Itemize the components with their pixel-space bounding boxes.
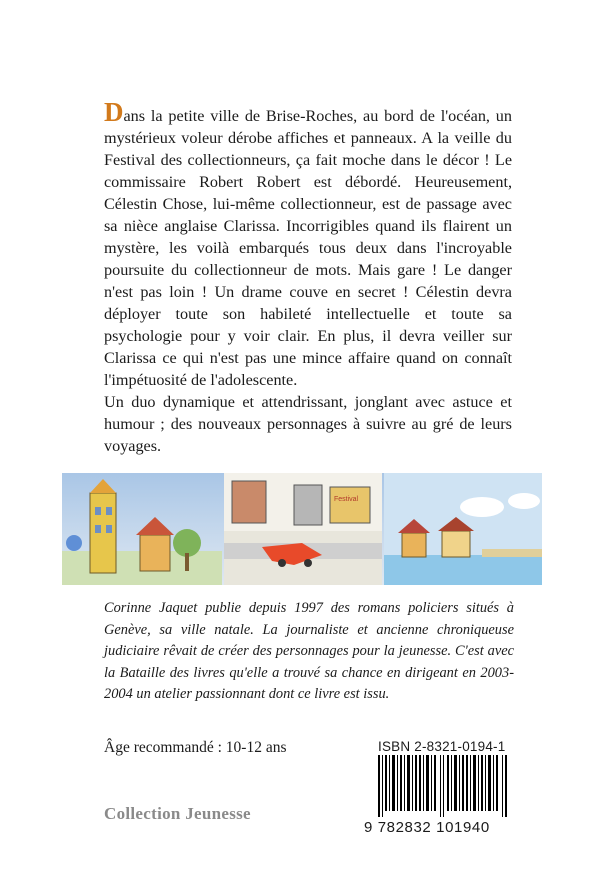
blurb-text-1: ans la petite ville de Brise-Roches, au bord de l'océan, un mystérieux voleur dérobe affiches et panneaux. A la veille du Festival des collectionneurs, ça fait moche dans le décor ! Le commissaire Robert Robert est débordé. Heureusement, Célestin Chose, lui-même collectionneur, est de passage avec sa nièce anglaise Clarissa. Incorrigibles quand ils flairent un mystère, les voilà embarqués tous deux dans l'incroyable poursuite du collectionneur de mots. Mais gare ! Le danger n'est pas loin ! Un drame couve en secret ! Célestin devra déployer toute son habileté intellectuelle et toute sa psychologie pour y voir clair. En plus, il devra veiller sur Clarissa ce qui n'est pas une mince affaire quand on connaît l'impétuosité de l'adolescente. <box>104 107 512 389</box>
barcode <box>378 755 510 817</box>
back-cover-blurb <box>104 97 512 457</box>
festival-sign: Festival <box>334 496 359 503</box>
children-drawing-illustration <box>62 473 542 585</box>
drop-cap: D <box>104 97 124 127</box>
author-bio: Corinne Jaquet publie depuis 1997 des romans policiers situés à Genève, sa ville natale. La journaliste et ancienne chroniqueuse judiciaire rêvait de créer des personnages pour la jeunesse. C'est avec la Bataille des livres qu'elle a trouvé sa chance en dirigeant en 2003-2004 un atelier passionnant dont ce livre est issu. <box>104 600 514 702</box>
collection-name: Collection Jeunesse <box>104 804 251 823</box>
isbn-label: ISBN 2-8321-0194-1 <box>378 739 506 754</box>
blurb-paragraph-1 <box>104 97 512 391</box>
barcode-number: 9 782832 101940 <box>364 819 490 836</box>
blurb-paragraph-2: Un duo dynamique et attendrissant, jonglant avec astuce et humour ; des nouveaux personnages à suivre au gré de leurs voyages. <box>104 393 512 455</box>
recommended-age: Âge recommandé : 10-12 ans <box>104 739 287 756</box>
